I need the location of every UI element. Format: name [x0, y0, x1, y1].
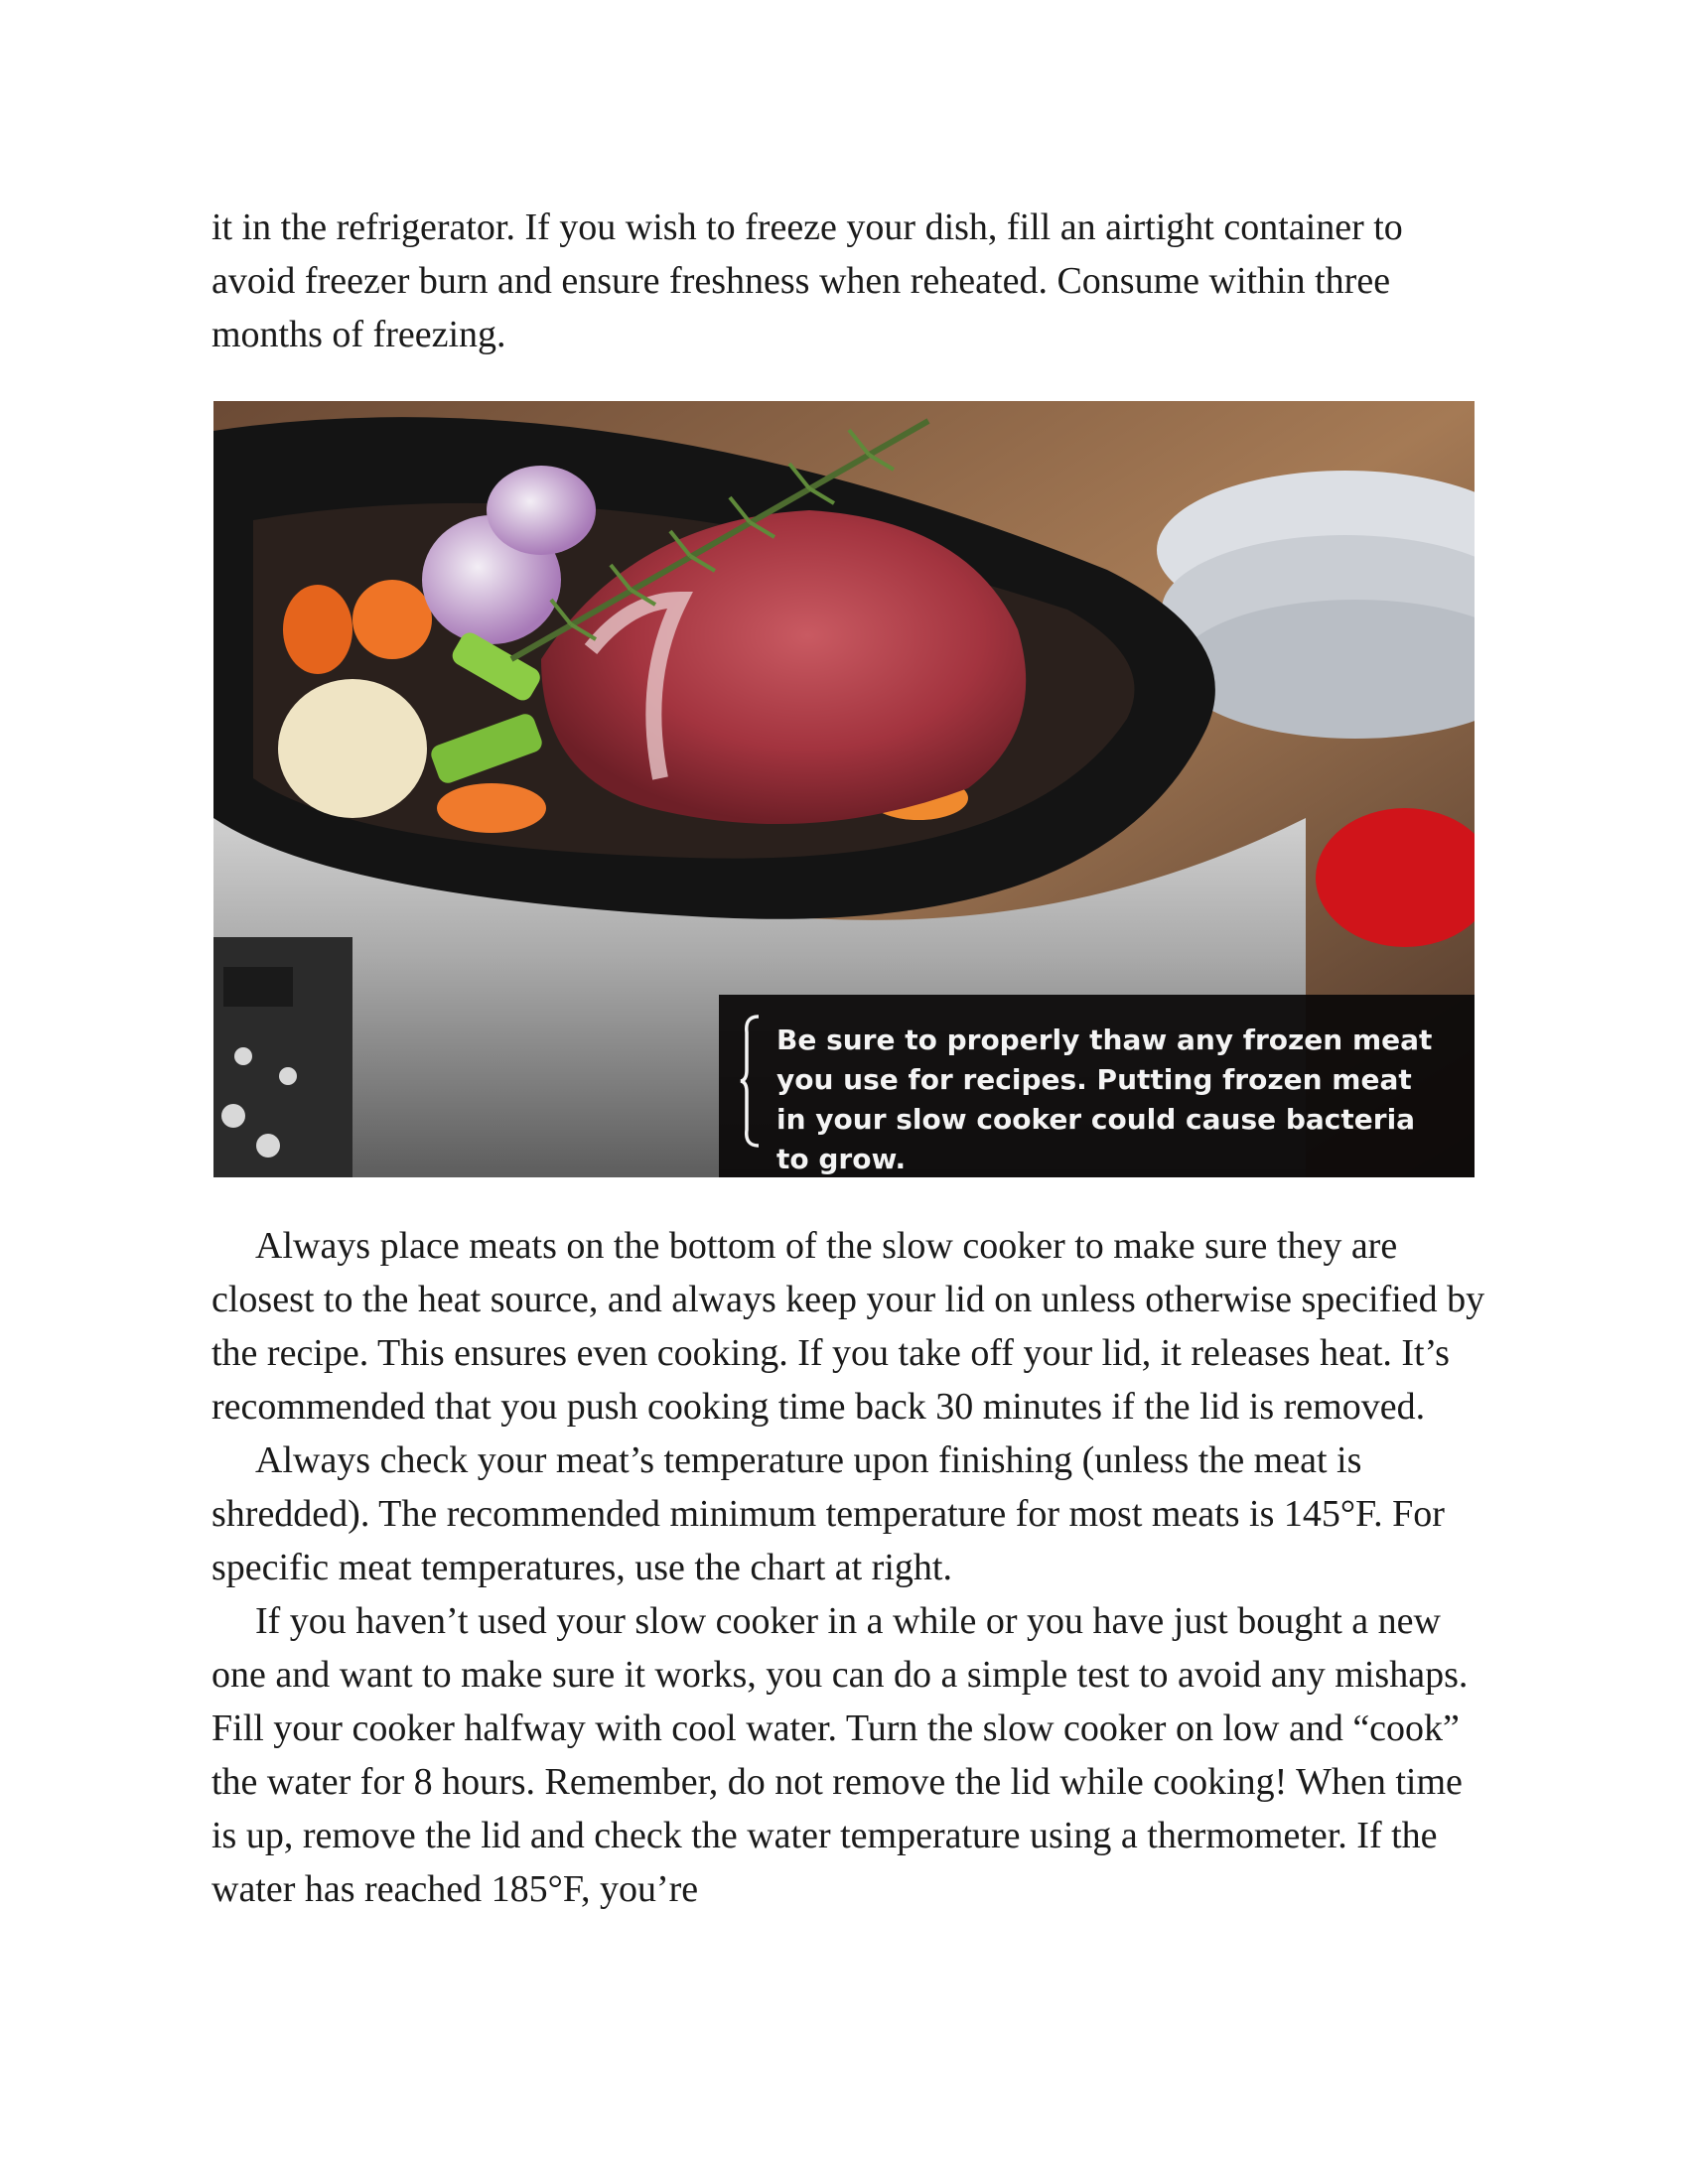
brace-icon: [739, 1015, 763, 1148]
intro-paragraph: [211, 201, 1492, 361]
paragraph-cooker-test: If you haven’t used your slow cooker in a while or you have just bought a new one and want to make sure it works, you can do a simple test to avoid any mishaps. Fill your cooker halfway with cool water. Turn the slow cooker on low and “cook” the water for 8 hours. Remember, do not remove the lid while cooking! When time is up, remove the lid and check the water temperature using a thermometer. If the water has reached 185°F, you’re: [211, 1600, 1469, 1910]
carrot: [283, 585, 352, 674]
potato: [278, 679, 427, 818]
intro-text: it in the refrigerator. If you wish to freeze your dish, fill an airtight container to avoid freezer burn and ensure freshness when reheated. Consume within three months of freezing.: [211, 206, 1403, 355]
tip-callout: [719, 995, 1475, 1177]
body-paragraphs: [211, 1219, 1492, 1916]
paragraph-meat-placement: Always place meats on the bottom of the slow cooker to make sure they are closest to the heat source, and always keep your lid on unless otherwise specified by the recipe. This ensures even cooking. If you take off your lid, it releases heat. It’s recommended that you push cooking time back 30 minutes if the lid is removed.: [211, 1225, 1485, 1428]
paragraph-meat-temperature: Always check your meat’s temperature upon finishing (unless the meat is shredded). The recommended minimum temperature for most meats is 145°F. For specific meat temperatures, use the chart at right.: [211, 1439, 1445, 1588]
callout-text: Be sure to properly thaw any frozen meat you use for recipes. Putting frozen meat in your slow cooker could cause bacteria to grow.: [776, 1024, 1433, 1175]
